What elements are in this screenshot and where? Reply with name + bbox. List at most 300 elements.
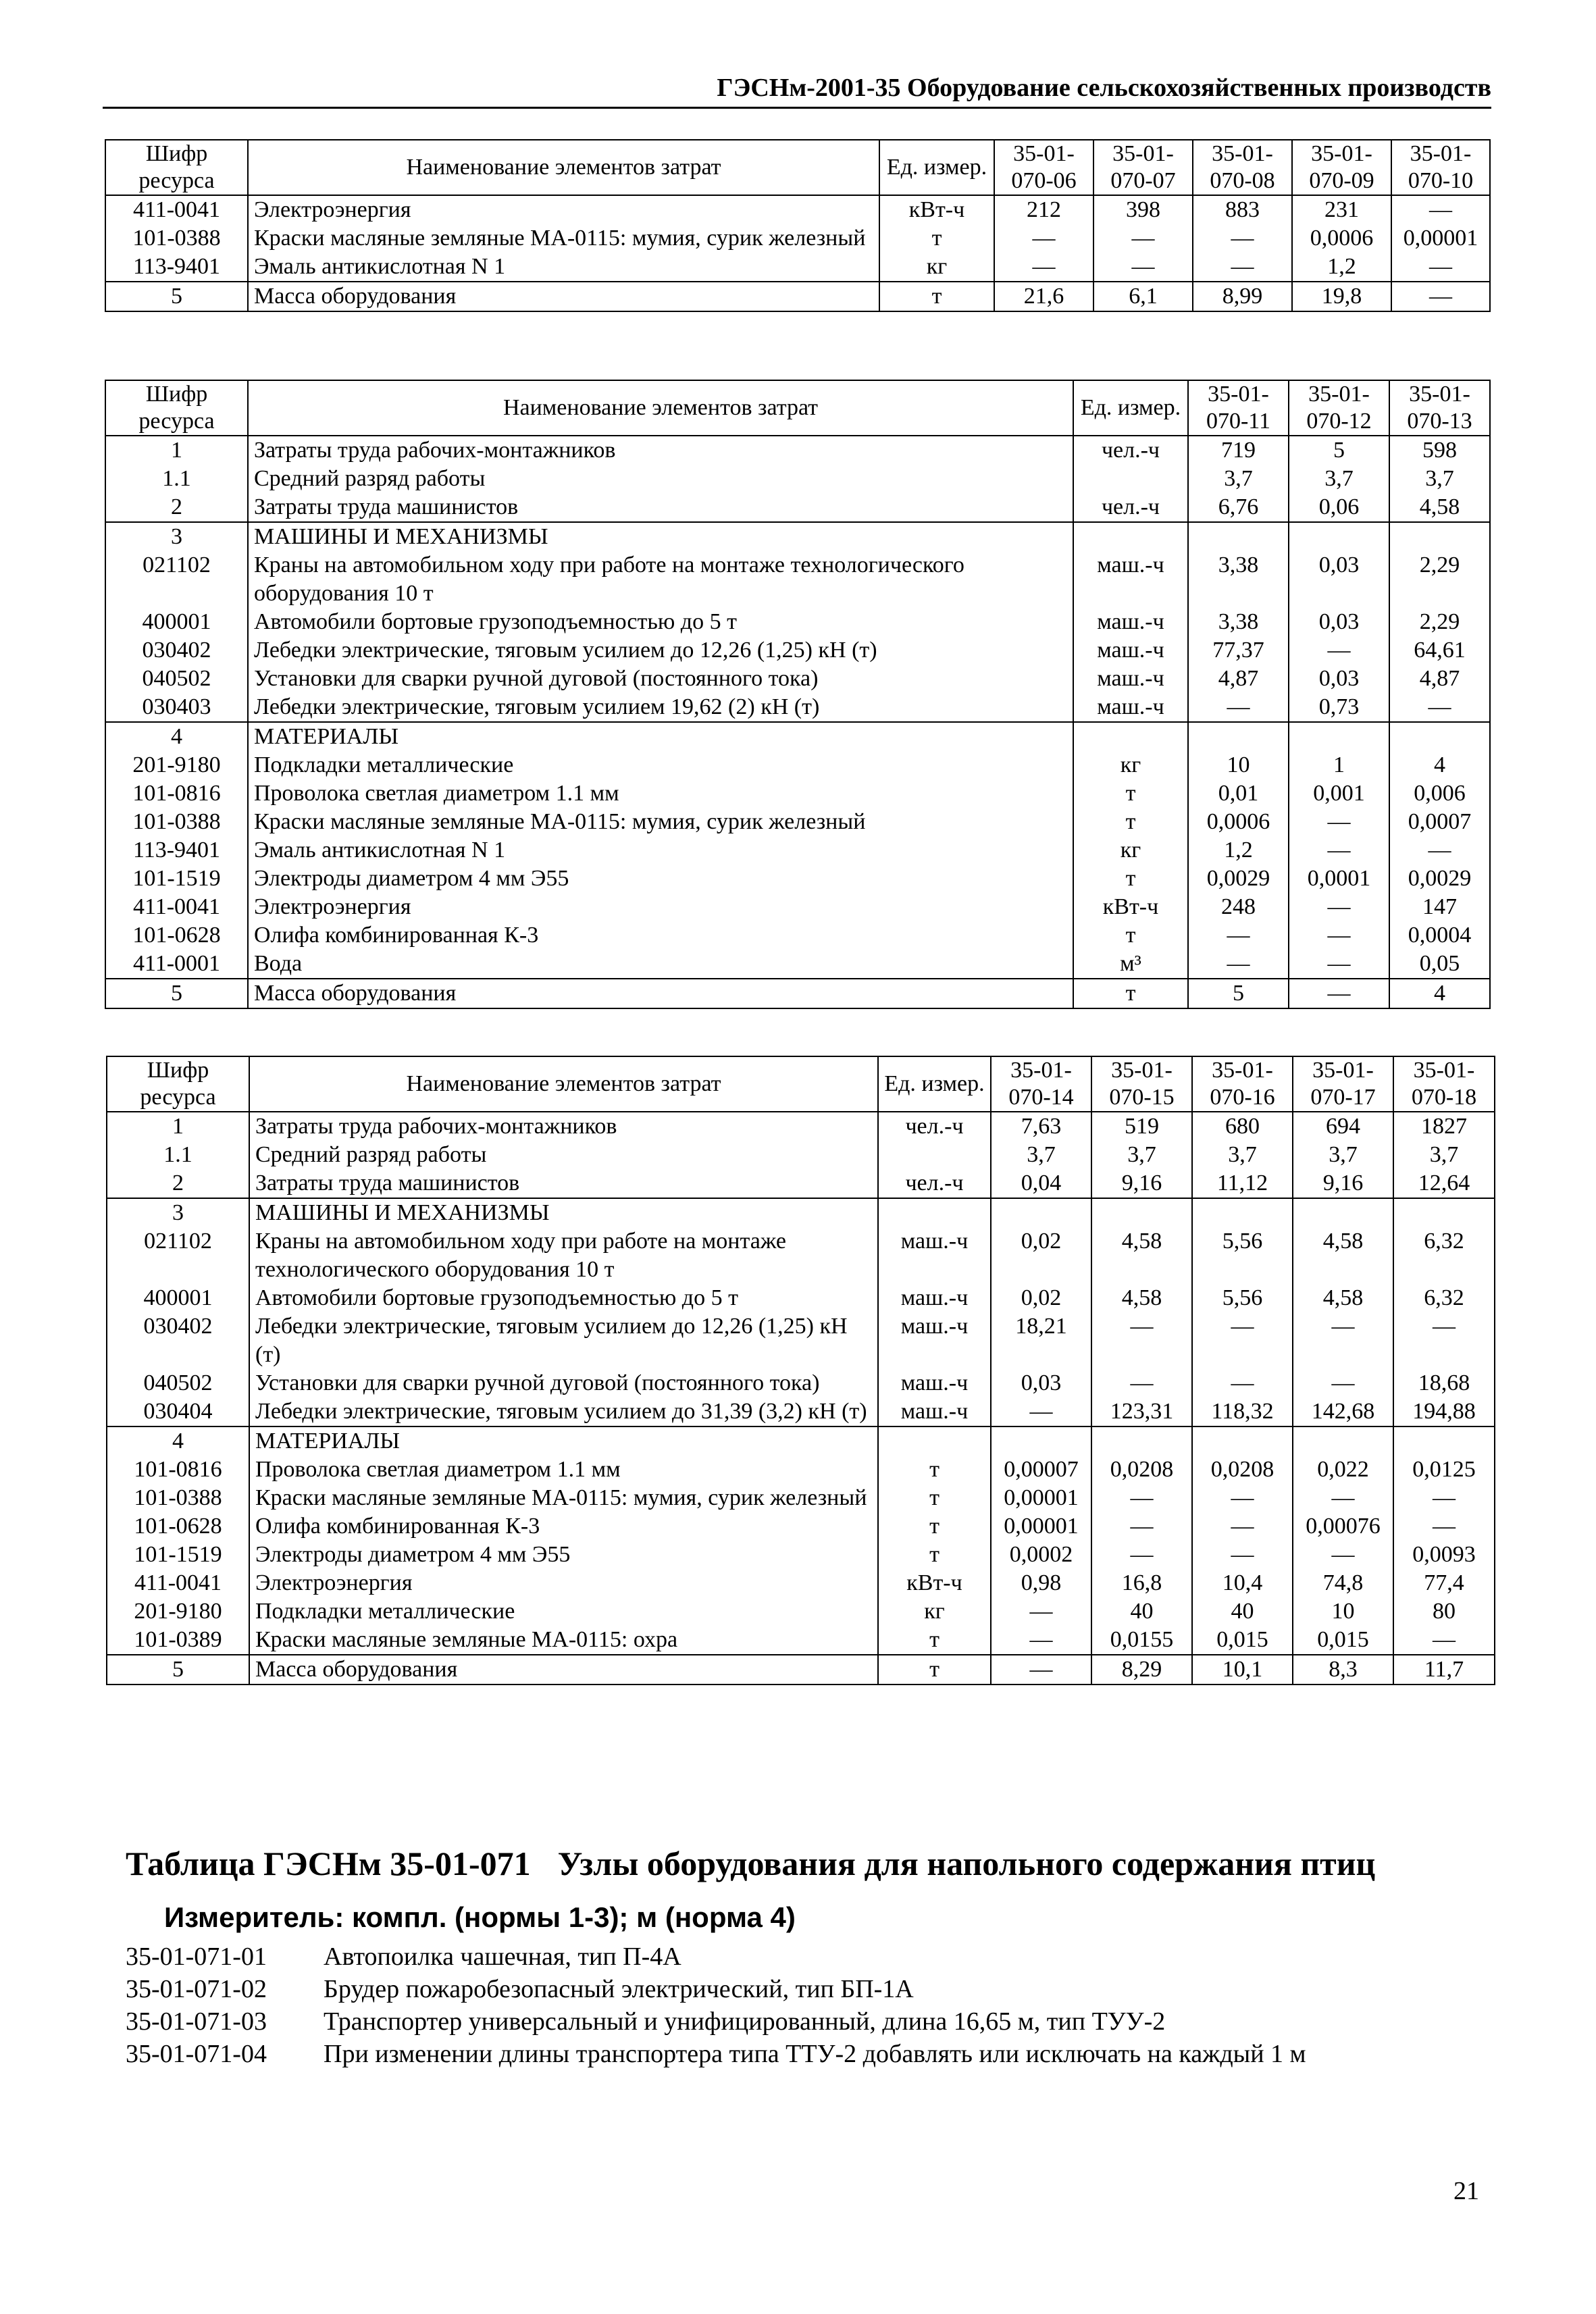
row-code: 101-1519 (105, 865, 248, 893)
row-code: 021102 (107, 1227, 249, 1284)
row-name: Масса оборудования (248, 282, 879, 311)
row-value (1289, 722, 1389, 751)
row-value: 5,56 (1192, 1284, 1293, 1312)
row-name: Затраты труда рабочих-монтажников (248, 436, 1073, 465)
row-code: 411-0041 (105, 195, 248, 224)
row-name: Лебедки электрические, тяговым усилием до 31,39 (3,2) кН (т) (249, 1397, 878, 1426)
row-unit: т (878, 1626, 991, 1655)
row-unit: чел.-ч (878, 1112, 991, 1141)
section-title: МАШИНЫ И МЕХАНИЗМЫ (248, 522, 1073, 551)
norm-table-2 (105, 380, 1491, 1009)
section-row (107, 1426, 1495, 1456)
row-unit: т (1073, 979, 1188, 1008)
row-value: — (1091, 1541, 1192, 1569)
col-header-code: Шифр ресурса (107, 1056, 249, 1112)
row-value: — (1289, 950, 1389, 979)
row-value: 5 (1289, 436, 1389, 465)
table-row (107, 1169, 1495, 1198)
row-value: — (1192, 1541, 1293, 1569)
section-title: МАТЕРИАЛЫ (248, 722, 1073, 751)
row-value: 0,73 (1289, 693, 1389, 722)
row-value (1389, 522, 1490, 551)
row-value: 11,12 (1192, 1169, 1293, 1198)
table-row (107, 1484, 1495, 1512)
row-name: Электроэнергия (249, 1569, 878, 1597)
row-value (1188, 722, 1289, 751)
row-value: 0,0001 (1289, 865, 1389, 893)
row-unit: маш.-ч (878, 1369, 991, 1397)
row-code: 030402 (107, 1312, 249, 1369)
row-unit: кВт-ч (878, 1569, 991, 1597)
row-unit: т (1073, 865, 1188, 893)
row-code: 411-0041 (107, 1569, 249, 1597)
row-value: 142,68 (1293, 1397, 1393, 1426)
row-value: — (1289, 636, 1389, 665)
row-name: Масса оборудования (249, 1655, 878, 1685)
row-value: — (1289, 979, 1389, 1008)
row-value: 883 (1193, 195, 1292, 224)
row-unit (878, 1141, 991, 1169)
row-value: — (1091, 1484, 1192, 1512)
row-value: 0,0125 (1393, 1456, 1495, 1484)
row-value: 4,58 (1293, 1227, 1393, 1284)
row-value: — (1289, 808, 1389, 836)
row-value: 680 (1192, 1112, 1293, 1141)
table-row (105, 693, 1490, 722)
row-value: 6,32 (1393, 1284, 1495, 1312)
row-value: 10,4 (1192, 1569, 1293, 1597)
row-value: 3,38 (1188, 608, 1289, 636)
row-value: 0,00007 (991, 1456, 1091, 1484)
row-value: 0,0029 (1188, 865, 1289, 893)
row-code: 201-9180 (107, 1597, 249, 1626)
col-header-norm: 35-01-070-14 (991, 1056, 1091, 1112)
row-value: 4,87 (1389, 665, 1490, 693)
norm-item-text: При изменении длины транспортера типа ТТУ-2 добавлять или исключать на каждый 1 м (324, 2040, 1306, 2068)
row-code: 400001 (105, 608, 248, 636)
row-unit: маш.-ч (1073, 665, 1188, 693)
row-unit (1073, 722, 1188, 751)
row-name: Средний разряд работы (248, 465, 1073, 493)
row-value: 3,7 (991, 1141, 1091, 1169)
row-value: 0,015 (1293, 1626, 1393, 1655)
header-row (107, 1056, 1495, 1112)
row-code: 5 (107, 1655, 249, 1685)
row-value: — (1393, 1512, 1495, 1541)
row-name: Лебедки электрические, тяговым усилием до 12,26 (1,25) кН (т) (248, 636, 1073, 665)
row-value: — (1289, 836, 1389, 865)
row-value: 147 (1389, 893, 1490, 921)
row-code: 030403 (105, 693, 248, 722)
row-name: Автомобили бортовые грузоподъемностью до 5 т (249, 1284, 878, 1312)
row-code: 101-0388 (105, 808, 248, 836)
row-value: — (991, 1397, 1091, 1426)
row-unit: т (878, 1655, 991, 1685)
row-name: Затраты труда машинистов (249, 1169, 878, 1198)
row-code: 4 (107, 1426, 249, 1456)
row-name: Краны на автомобильном ходу при работе на монтаже технологического оборудования 10 т (249, 1227, 878, 1284)
row-unit: т (1073, 808, 1188, 836)
col-header-norm: 35-01-070-15 (1091, 1056, 1192, 1112)
row-name: Электроды диаметром 4 мм Э55 (249, 1541, 878, 1569)
row-value: 4,87 (1188, 665, 1289, 693)
row-value: 4,58 (1389, 493, 1490, 522)
table-row (107, 1569, 1495, 1597)
row-value: — (1188, 921, 1289, 950)
row-value: 598 (1389, 436, 1490, 465)
row-value: — (1192, 1484, 1293, 1512)
row-value: 0,0002 (991, 1541, 1091, 1569)
row-code: 101-0628 (107, 1512, 249, 1541)
table-row (105, 979, 1490, 1008)
section-row (107, 1198, 1495, 1227)
col-header-code: Шифр ресурса (105, 380, 248, 436)
row-unit: кг (1073, 836, 1188, 865)
col-header-name: Наименование элементов затрат (249, 1056, 878, 1112)
table-row (105, 865, 1490, 893)
row-unit: маш.-ч (1073, 636, 1188, 665)
row-value (1192, 1426, 1293, 1456)
row-value: 0,00076 (1293, 1512, 1393, 1541)
table-row (105, 493, 1490, 522)
row-code: 101-0628 (105, 921, 248, 950)
table-row (105, 921, 1490, 950)
row-unit: чел.-ч (1073, 436, 1188, 465)
row-name: Подкладки металлические (249, 1597, 878, 1626)
table-row (105, 551, 1490, 608)
row-value: 0,00001 (991, 1512, 1091, 1541)
row-value: 3,7 (1393, 1141, 1495, 1169)
row-value: 16,8 (1091, 1569, 1192, 1597)
row-value: 3,38 (1188, 551, 1289, 608)
row-value (1091, 1198, 1192, 1227)
table-row (107, 1284, 1495, 1312)
table-row (105, 893, 1490, 921)
row-name: Краски масляные земляные МА-0115: охра (249, 1626, 878, 1655)
row-value: — (1091, 1369, 1192, 1397)
row-name: Олифа комбинированная К-3 (248, 921, 1073, 950)
col-header-norm: 35-01-070-08 (1193, 140, 1292, 195)
table-row (107, 1626, 1495, 1655)
norm-table-3 (106, 1056, 1495, 1685)
row-unit: маш.-ч (1073, 608, 1188, 636)
row-code: 3 (107, 1198, 249, 1227)
row-name: Эмаль антикислотная N 1 (248, 836, 1073, 865)
col-header-unit: Ед. измер. (879, 140, 994, 195)
row-name: Установки для сварки ручной дуговой (постоянного тока) (249, 1369, 878, 1397)
norm-item-code: 35-01-071-01 (126, 1943, 267, 1971)
section-row (105, 522, 1490, 551)
row-value: — (1391, 253, 1490, 282)
col-header-norm: 35-01-070-18 (1393, 1056, 1495, 1112)
table-row (105, 465, 1490, 493)
norm-item (126, 1973, 1306, 2005)
row-value: — (1293, 1541, 1393, 1569)
row-value: — (1192, 1512, 1293, 1541)
row-value (1293, 1426, 1393, 1456)
row-value: 4,58 (1293, 1284, 1393, 1312)
table-row (105, 779, 1490, 808)
table-row (107, 1541, 1495, 1569)
row-unit: кг (1073, 751, 1188, 779)
row-value: 231 (1292, 195, 1391, 224)
row-value: 0,02 (991, 1227, 1091, 1284)
row-unit: кВт-ч (1073, 893, 1188, 921)
row-value: 2,29 (1389, 551, 1490, 608)
norm-item (126, 2038, 1306, 2070)
col-header-norm: 35-01-070-16 (1192, 1056, 1293, 1112)
row-name: Затраты труда машинистов (248, 493, 1073, 522)
row-value: 80 (1393, 1597, 1495, 1626)
row-value: 21,6 (994, 282, 1093, 311)
row-value: 1,2 (1188, 836, 1289, 865)
row-unit: т (878, 1484, 991, 1512)
table-row (107, 1397, 1495, 1426)
row-value: 248 (1188, 893, 1289, 921)
row-unit: маш.-ч (878, 1284, 991, 1312)
row-code: 101-0389 (107, 1626, 249, 1655)
row-value (1393, 1198, 1495, 1227)
row-value (1393, 1426, 1495, 1456)
row-value: — (1393, 1312, 1495, 1369)
table-row (105, 636, 1490, 665)
row-value: 0,03 (1289, 608, 1389, 636)
row-value: 0,0006 (1188, 808, 1289, 836)
col-header-norm: 35-01-070-12 (1289, 380, 1389, 436)
row-code: 101-0816 (105, 779, 248, 808)
row-value: 77,4 (1393, 1569, 1495, 1597)
row-name: Вода (248, 950, 1073, 979)
row-unit: кг (879, 253, 994, 282)
row-name: Электроэнергия (248, 893, 1073, 921)
norm-item-code: 35-01-071-02 (126, 1975, 267, 2003)
row-value (991, 1426, 1091, 1456)
row-unit: т (1073, 921, 1188, 950)
row-value: — (1293, 1484, 1393, 1512)
table-title-name: Узлы оборудования для напольного содержания птиц (557, 1845, 1376, 1882)
norm-item (126, 1940, 1306, 1973)
row-name: Лебедки электрические, тяговым усилием 19,62 (2) кН (т) (248, 693, 1073, 722)
row-code: 1 (105, 436, 248, 465)
row-unit: т (879, 282, 994, 311)
row-value: 212 (994, 195, 1093, 224)
row-code: 040502 (105, 665, 248, 693)
row-value: 40 (1091, 1597, 1192, 1626)
row-value (991, 1198, 1091, 1227)
row-unit (1073, 465, 1188, 493)
row-value: — (991, 1626, 1091, 1655)
row-value: 118,32 (1192, 1397, 1293, 1426)
col-header-unit: Ед. измер. (1073, 380, 1188, 436)
row-value: — (1188, 693, 1289, 722)
row-code: 040502 (107, 1369, 249, 1397)
row-unit: м³ (1073, 950, 1188, 979)
table-row (105, 282, 1490, 311)
row-value: 1,2 (1292, 253, 1391, 282)
row-value: — (1391, 195, 1490, 224)
row-value: — (1091, 1312, 1192, 1369)
row-unit: т (879, 224, 994, 253)
col-header-code: Шифр ресурса (105, 140, 248, 195)
row-code: 1.1 (107, 1141, 249, 1169)
row-value (1293, 1198, 1393, 1227)
row-value: 0,0029 (1389, 865, 1490, 893)
row-value: 9,16 (1293, 1169, 1393, 1198)
row-value: — (994, 224, 1093, 253)
row-value: 0,03 (1289, 665, 1389, 693)
col-header-norm: 35-01-070-10 (1391, 140, 1490, 195)
row-value: 3,7 (1289, 465, 1389, 493)
row-value (1091, 1426, 1192, 1456)
row-unit (1073, 522, 1188, 551)
row-value: 18,68 (1393, 1369, 1495, 1397)
section-title: МАТЕРИАЛЫ (249, 1426, 878, 1456)
row-value: 0,0007 (1389, 808, 1490, 836)
row-code: 030404 (107, 1397, 249, 1426)
row-code: 2 (105, 493, 248, 522)
table-row (105, 836, 1490, 865)
row-name: Краски масляные земляные МА-0115: мумия, сурик железный (249, 1484, 878, 1512)
row-value: 1827 (1393, 1112, 1495, 1141)
row-value: 0,01 (1188, 779, 1289, 808)
row-value: 194,88 (1393, 1397, 1495, 1426)
row-code: 101-1519 (107, 1541, 249, 1569)
row-value: — (1289, 893, 1389, 921)
section-title: МАШИНЫ И МЕХАНИЗМЫ (249, 1198, 878, 1227)
row-code: 4 (105, 722, 248, 751)
row-value: 398 (1093, 195, 1193, 224)
table-title-code: Таблица ГЭСНм 35-01-071 (126, 1845, 531, 1882)
row-value: — (1393, 1626, 1495, 1655)
row-unit: маш.-ч (1073, 693, 1188, 722)
row-value: 0,022 (1293, 1456, 1393, 1484)
row-code: 030402 (105, 636, 248, 665)
row-value: 11,7 (1393, 1655, 1495, 1685)
row-name: Автомобили бортовые грузоподъемностью до 5 т (248, 608, 1073, 636)
table-row (107, 1227, 1495, 1284)
norm-item-code: 35-01-071-04 (126, 2040, 267, 2068)
table-row (107, 1456, 1495, 1484)
header-row (105, 140, 1490, 195)
row-code: 113-9401 (105, 253, 248, 282)
row-unit: т (1073, 779, 1188, 808)
row-value: 7,63 (991, 1112, 1091, 1141)
row-unit: кВт-ч (879, 195, 994, 224)
row-value: 0,06 (1289, 493, 1389, 522)
row-value: — (1192, 1312, 1293, 1369)
row-unit: кг (878, 1597, 991, 1626)
row-unit: чел.-ч (878, 1169, 991, 1198)
row-value: 0,0093 (1393, 1541, 1495, 1569)
row-value: 6,1 (1093, 282, 1193, 311)
row-value: 4,58 (1091, 1227, 1192, 1284)
col-header-name: Наименование элементов затрат (248, 380, 1073, 436)
row-value: 0,05 (1389, 950, 1490, 979)
row-code: 411-0041 (105, 893, 248, 921)
table-row (107, 1141, 1495, 1169)
row-value: 19,8 (1292, 282, 1391, 311)
row-code: 5 (105, 979, 248, 1008)
row-code: 3 (105, 522, 248, 551)
col-header-norm: 35-01-070-13 (1389, 380, 1490, 436)
row-code: 101-0388 (105, 224, 248, 253)
row-value: 40 (1192, 1597, 1293, 1626)
table-row (105, 751, 1490, 779)
row-value: 6,76 (1188, 493, 1289, 522)
row-value: 77,37 (1188, 636, 1289, 665)
row-value (1389, 722, 1490, 751)
row-value: 4,58 (1091, 1284, 1192, 1312)
row-name: Электроэнергия (248, 195, 879, 224)
page-number: 21 (1453, 2177, 1479, 2205)
row-value: 6,32 (1393, 1227, 1495, 1284)
measure-line: Измеритель: компл. (нормы 1-3); м (норма 4) (164, 1901, 796, 1933)
row-unit: маш.-ч (1073, 551, 1188, 608)
row-value: 0,0004 (1389, 921, 1490, 950)
row-name: Затраты труда рабочих-монтажников (249, 1112, 878, 1141)
table-row (105, 608, 1490, 636)
norm-table-1 (105, 139, 1491, 312)
row-name: Масса оборудования (248, 979, 1073, 1008)
row-name: Краны на автомобильном ходу при работе на монтаже технологического оборудования 10 т (248, 551, 1073, 608)
row-value: — (1192, 1369, 1293, 1397)
row-code: 411-0001 (105, 950, 248, 979)
section-row (105, 722, 1490, 751)
row-value: — (1193, 253, 1292, 282)
row-name: Краски масляные земляные МА-0115: мумия, сурик железный (248, 224, 879, 253)
row-value: 0,0208 (1192, 1456, 1293, 1484)
row-value: 10 (1188, 751, 1289, 779)
row-value: 3,7 (1192, 1141, 1293, 1169)
row-value: 719 (1188, 436, 1289, 465)
col-header-norm: 35-01-070-09 (1292, 140, 1391, 195)
row-value: 0,02 (991, 1284, 1091, 1312)
row-value (1289, 522, 1389, 551)
row-value: 0,0155 (1091, 1626, 1192, 1655)
row-value: 64,61 (1389, 636, 1490, 665)
row-value: 123,31 (1091, 1397, 1192, 1426)
row-value: — (1393, 1484, 1495, 1512)
row-value: 0,03 (991, 1369, 1091, 1397)
row-code: 101-0388 (107, 1484, 249, 1512)
table-row (105, 950, 1490, 979)
row-value: 5 (1188, 979, 1289, 1008)
row-value: 9,16 (1091, 1169, 1192, 1198)
row-name: Лебедки электрические, тяговым усилием до 12,26 (1,25) кН (т) (249, 1312, 878, 1369)
table-row (107, 1512, 1495, 1541)
row-value: 0,006 (1389, 779, 1490, 808)
row-unit: т (878, 1512, 991, 1541)
table-row (105, 253, 1490, 282)
norm-items-list (126, 1940, 1306, 2070)
row-name: Эмаль антикислотная N 1 (248, 253, 879, 282)
row-value (1192, 1198, 1293, 1227)
row-value: 8,99 (1193, 282, 1292, 311)
row-unit: маш.-ч (878, 1227, 991, 1284)
row-value: — (994, 253, 1093, 282)
row-unit: т (878, 1456, 991, 1484)
row-value: — (1289, 921, 1389, 950)
table-row (105, 195, 1490, 224)
table-row (107, 1369, 1495, 1397)
running-header: ГЭСНм-2001-35 Оборудование сельскохозяйственных производств (103, 73, 1491, 109)
row-value: 0,00001 (1391, 224, 1490, 253)
row-code: 400001 (107, 1284, 249, 1312)
row-code: 101-0816 (107, 1456, 249, 1484)
row-value: 12,64 (1393, 1169, 1495, 1198)
col-header-norm: 35-01-070-07 (1093, 140, 1193, 195)
norm-item-text: Брудер пожаробезопасный электрический, тип БП-1А (324, 1975, 914, 2003)
